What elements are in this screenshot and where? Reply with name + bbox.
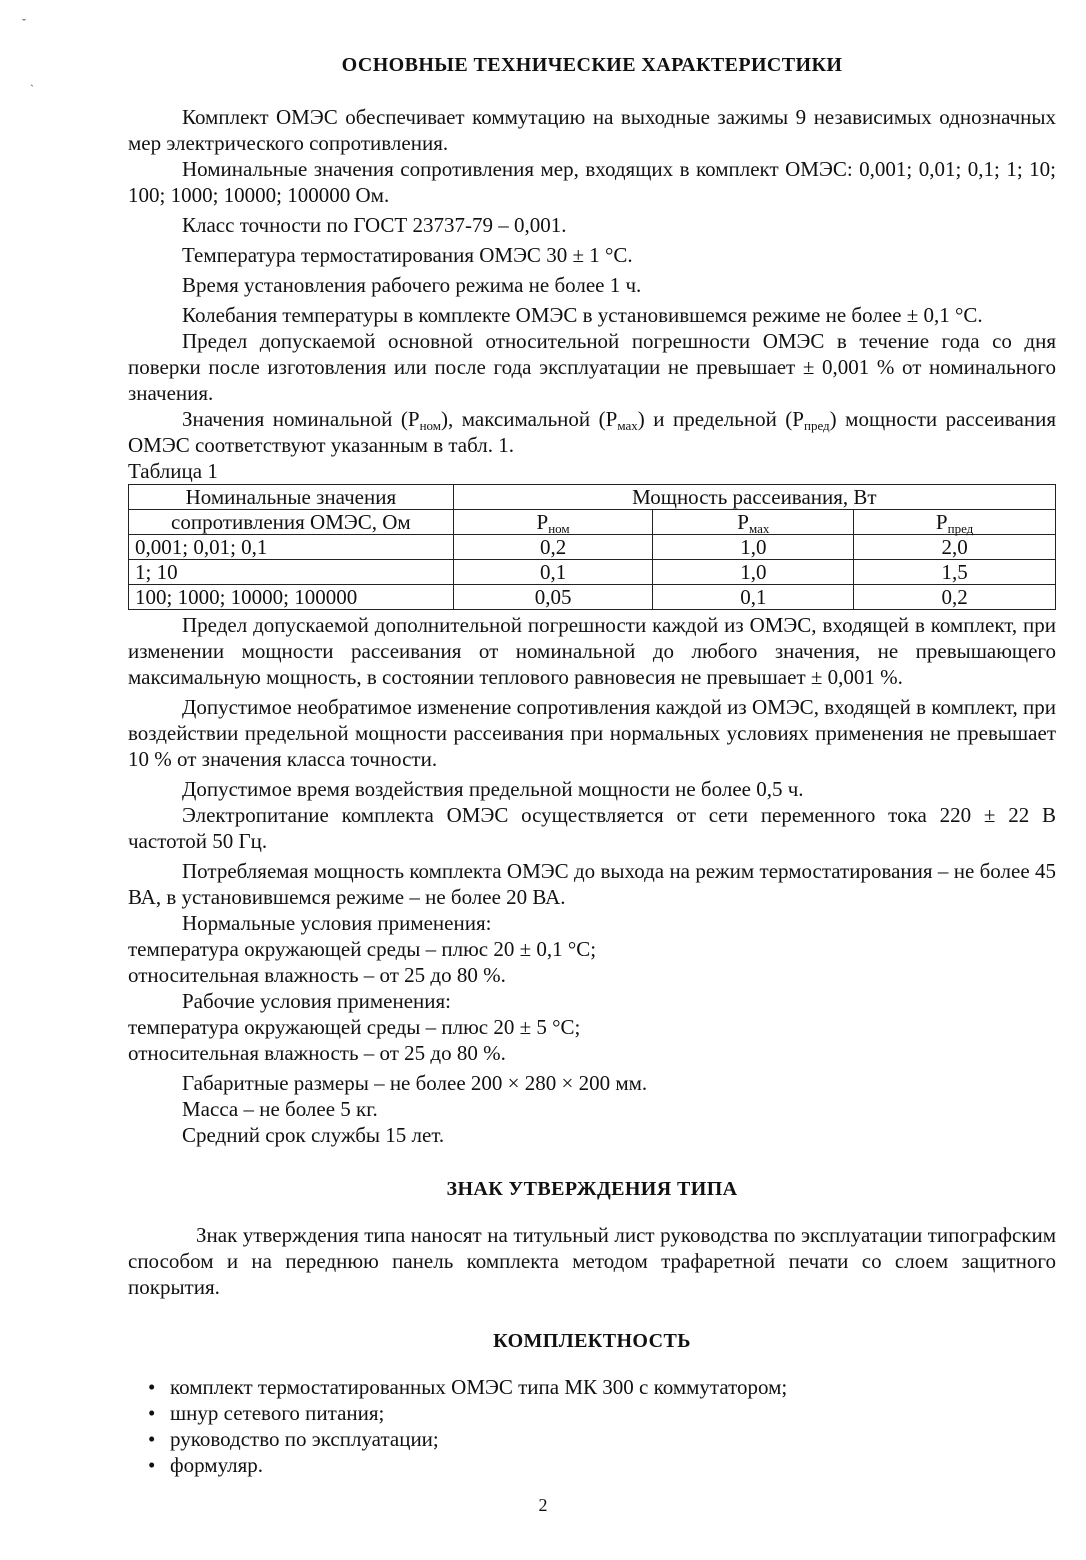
- paragraph: Допустимое время воздействия предельной мощности не более 0,5 ч.: [182, 777, 804, 801]
- cell-resistance: 0,001; 0,01; 0,1: [129, 535, 454, 560]
- paragraph: Электропитание комплекта ОМЭС осуществляется от сети переменного тока 220 ± 22 В частотой 50 Гц.: [128, 803, 1056, 853]
- cell-p-max: 1,0: [653, 535, 854, 560]
- paragraph: Номинальные значения сопротивления мер, входящих в комплект ОМЭС: 0,001; 0,01; 0,1; 1; 10; 100; 1000; 10000; 100000 Ом.: [128, 157, 1056, 207]
- subscript: мах: [748, 521, 770, 536]
- cell-p-pred: 0,2: [854, 585, 1056, 610]
- paragraph: Колебания температуры в комплекте ОМЭС в установившемся режиме не более ± 0,1 °С.: [182, 303, 983, 327]
- paragraph: Потребляемая мощность комплекта ОМЭС до выхода на режим термостатирования – не более 45 ВА, в установившемся режиме – не более 20 ВА.: [128, 859, 1056, 909]
- table-header-row: [129, 485, 1056, 510]
- normal-conditions-heading: Нормальные условия применения:: [182, 911, 492, 935]
- normal-conditions-temperature: температура окружающей среды – плюс 20 ± 0,1 °С;: [128, 937, 597, 961]
- paragraph: Предел допускаемой дополнительной погрешности каждой из ОМЭС, входящей в комплект, при изменении мощности рассеивания от номинальной до любого значения, не превышающего максимальную мощность, в состоянии теплового равновесия не превышает ± 0,001 %.: [128, 613, 1056, 689]
- paragraph: Комплект ОМЭС обеспечивает коммутацию на выходные зажимы 9 независимых однозначных мер электрического сопротивления.: [128, 105, 1056, 155]
- table-row: [129, 535, 1056, 560]
- text-run: Значения номинальной (Р: [182, 407, 420, 431]
- bullet-icon: •: [148, 1453, 156, 1477]
- working-conditions-humidity: относительная влажность – от 25 до 80 %.: [128, 1041, 506, 1065]
- subscript: мах: [617, 418, 638, 433]
- text-run: ) и предельной (Р: [637, 407, 804, 431]
- subscript: ном: [548, 521, 570, 536]
- working-conditions-temperature: температура окружающей среды – плюс 20 ± 5 °С;: [128, 1015, 581, 1039]
- list-item-text: руководство по эксплуатации;: [170, 1427, 439, 1451]
- table-header-row: [129, 510, 1056, 535]
- column-header-resistance: Номинальные значения: [129, 485, 454, 510]
- scan-dot: `: [30, 82, 34, 96]
- mass-line: Масса – не более 5 кг.: [182, 1097, 378, 1121]
- scan-dot: ˇ: [22, 16, 26, 30]
- section-title-approval: ЗНАК УТВЕРЖДЕНИЯ ТИПА: [446, 1178, 738, 1200]
- p-symbol: Р: [737, 510, 749, 534]
- bullet-icon: •: [148, 1401, 156, 1425]
- cell-p-nom: 0,2: [453, 535, 653, 560]
- bullet-icon: •: [148, 1375, 156, 1399]
- working-conditions-heading: Рабочие условия применения:: [182, 989, 451, 1013]
- cell-resistance: 100; 1000; 10000; 100000: [129, 585, 454, 610]
- list-item: [148, 1452, 1056, 1478]
- list-item-text: формуляр.: [170, 1453, 264, 1477]
- cell-p-pred: 1,5: [854, 560, 1056, 585]
- normal-conditions-humidity: относительная влажность – от 25 до 80 %.: [128, 963, 506, 987]
- paragraph: Класс точности по ГОСТ 23737-79 – 0,001.: [182, 213, 567, 237]
- paragraph: Время установления рабочего режима не более 1 ч.: [182, 273, 642, 297]
- list-item-text: комплект термостатированных ОМЭС типа МК 300 с коммутатором;: [170, 1375, 788, 1399]
- column-header-p-pred: [854, 510, 1056, 535]
- text-run: ) мощности рассеивания ОМЭС соответствуют указанным в табл. 1.: [128, 407, 1056, 457]
- p-symbol: Р: [536, 510, 549, 534]
- cell-p-nom: 0,05: [453, 585, 653, 610]
- completeness-list: [128, 1374, 1056, 1478]
- cell-p-pred: 2,0: [854, 535, 1056, 560]
- table-row: [129, 560, 1056, 585]
- page-number: 2: [538, 1495, 548, 1515]
- subscript: пред: [947, 521, 974, 536]
- p-symbol: Р: [935, 510, 948, 534]
- paragraph: Температура термостатирования ОМЭС 30 ± 1 °С.: [182, 243, 633, 267]
- column-header-power: Мощность рассеивания, Вт: [453, 485, 1055, 510]
- approval-paragraph: Знак утверждения типа наносят на титульный лист руководства по эксплуатации типографским способом и на переднюю панель комплекта методом трафаретной печати со слоем защитного покрытия.: [128, 1223, 1056, 1299]
- column-header-p-max: [653, 510, 854, 535]
- text-run: ), максимальной (Р: [441, 407, 618, 431]
- cell-p-max: 1,0: [653, 560, 854, 585]
- list-item: [148, 1426, 1056, 1452]
- cell-resistance: 1; 10: [129, 560, 454, 585]
- section-title-specs: ОСНОВНЫЕ ТЕХНИЧЕСКИЕ ХАРАКТЕРИСТИКИ: [341, 54, 843, 76]
- bullet-icon: •: [148, 1427, 156, 1451]
- list-item-text: шнур сетевого питания;: [170, 1401, 385, 1425]
- section-title-completeness: КОМПЛЕКТНОСТЬ: [493, 1330, 691, 1352]
- dimensions-line: Габаритные размеры – не более 200 × 280 × 200 мм.: [182, 1071, 648, 1095]
- cell-p-max: 0,1: [653, 585, 854, 610]
- subscript: пред: [803, 418, 830, 433]
- power-paragraph: [128, 406, 1056, 458]
- document-page: [128, 52, 1056, 1478]
- subscript: ном: [419, 418, 442, 433]
- service-life-line: Средний срок службы 15 лет.: [182, 1123, 445, 1147]
- column-header-p-nom: [453, 510, 653, 535]
- table-row: [129, 585, 1056, 610]
- cell-p-nom: 0,1: [453, 560, 653, 585]
- list-item: [148, 1400, 1056, 1426]
- list-item: [148, 1374, 1056, 1400]
- power-table: [128, 484, 1056, 610]
- table-caption: Таблица 1: [128, 459, 218, 483]
- paragraph: Допустимое необратимое изменение сопротивления каждой из ОМЭС, входящей в комплект, при воздействии предельной мощности рассеивания при нормальных условиях применения не превышает 10 % от значения класса точности.: [128, 695, 1056, 771]
- column-header-resistance-cont: сопротивления ОМЭС, Ом: [129, 510, 454, 535]
- paragraph: Предел допускаемой основной относительной погрешности ОМЭС в течение года со дня поверки после изготовления или после года эксплуатации не превышает ± 0,001 % от номинального значения.: [128, 329, 1056, 405]
